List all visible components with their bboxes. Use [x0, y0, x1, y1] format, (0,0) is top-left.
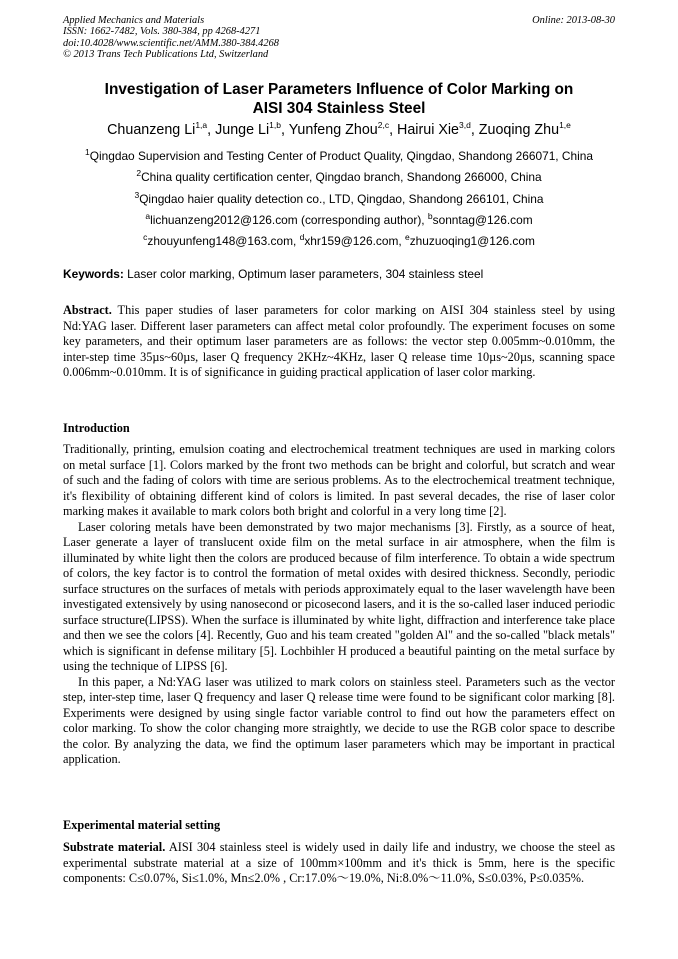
affiliation-text: Qingdao Supervision and Testing Center of Product Quality, Qingdao, Shandong 266071, China [89, 149, 593, 163]
author-separator: , [389, 122, 398, 138]
issn-line: ISSN: 1662-7482, Vols. 380-384, pp 4268-4271 [63, 26, 261, 38]
online-date: Online: 2013-08-30 [532, 15, 615, 26]
email-line-1 [20, 213, 658, 227]
author-separator: , [281, 122, 289, 138]
paper-title [40, 80, 638, 118]
email-link[interactable]: xhr159@126.com, [304, 234, 405, 248]
author-sup: 1,e [559, 120, 571, 131]
substrate-material-paragraph [63, 840, 615, 887]
email-sup: a [145, 211, 151, 222]
email-link[interactable]: sonntag@126.com [432, 213, 533, 227]
affiliation-text: China quality certification center, Qingdao branch, Shandong 266000, China [141, 170, 542, 184]
abstract [63, 303, 615, 381]
email-sup: c [143, 232, 148, 243]
author-name: Hairui Xie [397, 122, 460, 138]
email-sup: e [405, 232, 410, 243]
affiliation-3 [20, 192, 658, 206]
keywords-label: Keywords: [63, 267, 124, 281]
affiliation-text: Qingdao haier quality detection co., LTD, Qingdao, Shandong 266101, China [139, 192, 544, 206]
title-line-2: AISI 304 Stainless Steel [252, 100, 426, 117]
keywords-text: Laser color marking, Optimum laser parameters, 304 stainless steel [123, 267, 484, 281]
author-list [20, 121, 658, 139]
email-sup: d [299, 232, 305, 243]
journal-header [63, 15, 279, 60]
doi-line: doi:10.4028/www.scientific.net/AMM.380-384.4268 [63, 37, 279, 49]
abstract-label: Abstract. [63, 303, 112, 317]
title-line-1: Investigation of Laser Parameters Influence of Color Marking on [104, 81, 574, 98]
keywords [63, 267, 483, 281]
author-name: Chuanzeng Li [107, 122, 196, 138]
author-name: Yunfeng Zhou [288, 122, 378, 138]
author-separator: , [470, 122, 479, 138]
author-name: Junge Li [215, 122, 270, 138]
paragraph: Laser coloring metals have been demonstrated by two major mechanisms [3]. Firstly, as a source of heat, Laser generate a layer of translucent oxide film on the metal surface in air atmosphere, when the film is illuminated by white light then the colors are produced because of film interference. To obtain a wide spectrum of colors, the key factor is to control the formation of metal oxides with desired thickness. Secondly, periodic surface structures on the surfaces of metals with periods approximately equal to the laser wavelength have been investigated extensively by using nanosecond or picosecond lasers, and it is the so-called laser induced periodic surface structure(LIPSS). When the surface is illuminated by white light, diffraction and interference take place and then we see the colors [4]. Recently, Guo and his team created "golden Al" and the so-called "black metals" which is significant in defense military [5]. Lochbihler H produced a beautiful painting on the metal surface by using the technique of LIPSS [6]. [63, 519, 615, 673]
email-line-2 [20, 234, 658, 248]
author-sup: 1,b [269, 120, 281, 131]
author-sup: 3,d [459, 120, 471, 131]
email-link[interactable]: lichuanzeng2012@126.com (corresponding author), [150, 213, 428, 227]
copyright-line: © 2013 Trans Tech Publications Ltd, Switzerland [63, 48, 269, 60]
affiliation-sup: 3 [134, 190, 140, 201]
email-link[interactable]: zhuzuoqing1@126.com [409, 234, 535, 248]
author-name: Zuoqing Zhu [478, 122, 560, 138]
affiliation-sup: 2 [136, 168, 142, 179]
affiliation-2 [20, 170, 658, 184]
section-heading-experimental: Experimental material setting [63, 818, 221, 832]
substrate-text: AISI 304 stainless steel is widely used in daily life and industry, we choose the steel as experimental substrate material at a size of 100mm×100mm and it's thick is 5mm, here is the specific components: C≤0.07%, Si≤1.0%, Mn≤2.0% , Cr:17.0%～19.0%, Ni:8.0%～11.0%, S≤0.03%, P≤0.035%. [63, 840, 615, 885]
abstract-text: This paper studies of laser parameters for color marking on AISI 304 stainless steel by using Nd:YAG laser. Different laser parameters can affect metal color profoundly. The experiment focuses on some key parameters, and their optimum laser parameters are as follows: the vector step 0.005mm~0.010mm, the inter-step time 35µs~60µs, laser Q frequency 2KHz~4KHz, laser Q release time 10µs~20µs, scanning space 0.006mm~0.010mm. It is of significance in guiding practical application of laser color marking. [63, 303, 615, 379]
email-sup: b [427, 211, 433, 222]
author-sup: 1,a [195, 120, 208, 131]
introduction-body [63, 442, 615, 768]
journal-name: Applied Mechanics and Materials [63, 15, 205, 26]
substrate-label: Substrate material. [63, 840, 166, 854]
author-sup: 2,c [377, 120, 390, 131]
paragraph: Traditionally, printing, emulsion coating and electrochemical treatment techniques are used in marking colors on metal surface [1]. Colors marked by the front two methods can be bright and colorful, but scratch and wear of such and the fading of colors with time are serious problems. As to the electrochemical treatment technique, it's flexibility of obtaining different kind of colors is limited. In past several decades, the rise of laser color marking makes it available to mark colors both bright and colorful in a very long time [2]. [63, 442, 615, 518]
email-link[interactable]: zhouyunfeng148@163.com, [147, 234, 300, 248]
author-separator: , [207, 122, 216, 138]
paragraph: In this paper, a Nd:YAG laser was utilized to mark colors on stainless steel. Parameters such as the vector step, inter-step time, laser Q frequency and laser Q release time were found to be significant color marking [8]. Experiments were designed by using single factor variable control to find out how the parameters effect on color marking. To show the color changing more straightly, we decide to use the RGB color space to describe the color. By analyzing the data, we find the optimum laser parameters which may be important in practical application. [63, 674, 615, 766]
section-heading-introduction: Introduction [63, 421, 130, 435]
affiliation-sup: 1 [84, 147, 90, 158]
affiliation-1 [20, 149, 658, 163]
